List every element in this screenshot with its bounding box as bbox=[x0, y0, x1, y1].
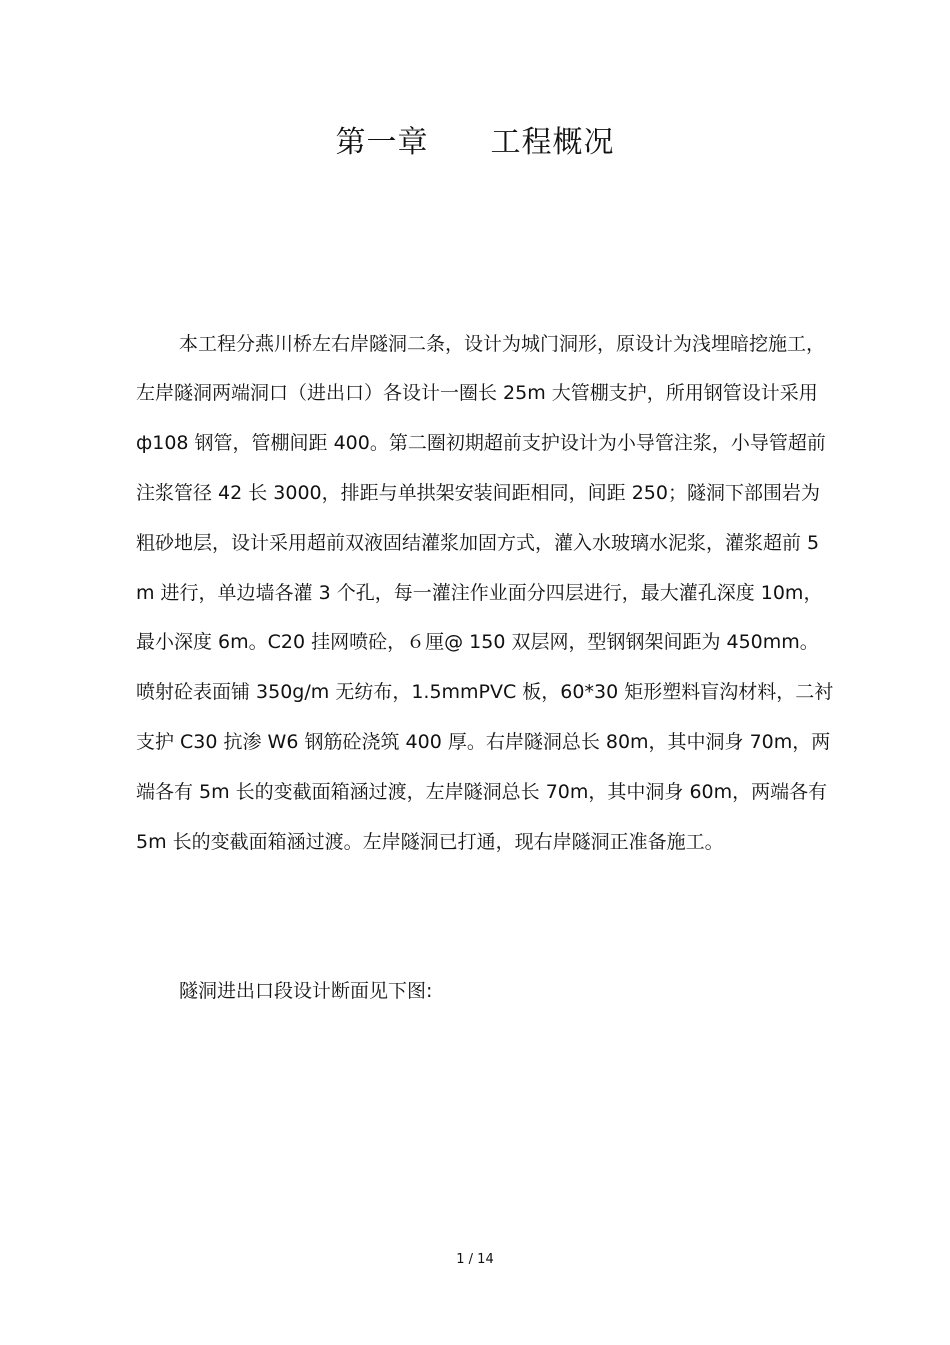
page-number: 1 / 14 bbox=[456, 1252, 494, 1267]
chapter-title: 第一章 工程概况 bbox=[335, 125, 615, 160]
body-text bbox=[136, 220, 836, 1116]
paragraph-project-overview: 本工程分燕川桥左右岸隧洞二条，设计为城门洞形，原设计为浅埋暗挖施工，左岸隧洞两端洞口（进出口）各设计一圈长 25m 大管棚支护，所用钢管设计采用 ф108 钢管，管棚间距 400。第二圈初期超前支护设计为小导管注浆，小导管超前注浆管径 42 长 3000，排距与单拱架安装间距相同，间距 250；隧洞下部围岩为粗砂地层，设计采用超前双液固结灌浆加固方式，灌入水玻璃水泥浆，灌浆超前 5m 进行，单边墙各灌 3 个孔，每一灌注作业面分四层进行，最大灌孔深度 10m，最小深度 6m。C20 挂网喷砼，６厘@ 150 双层网，型钢钢架间距为 450mm。喷射砼表面铺 350g/m 无纺布，1.5mmPVC 板，60*30 矩形塑料盲沟材料，二衬支护 C30 抗渗 W6 钢筋砼浇筑 400 厚。右岸隧洞总长 80m，其中洞身 70m，两端各有 5m 长的变截面箱涵过渡，左岸隧洞总长 70m，其中洞身 60m，两端各有 5m 长的变截面箱涵过渡。左岸隧洞已打通，现右岸隧洞正准备施工。 bbox=[136, 332, 834, 853]
paragraph-figure-reference: 隧洞进出口段设计断面见下图: bbox=[179, 979, 433, 1002]
